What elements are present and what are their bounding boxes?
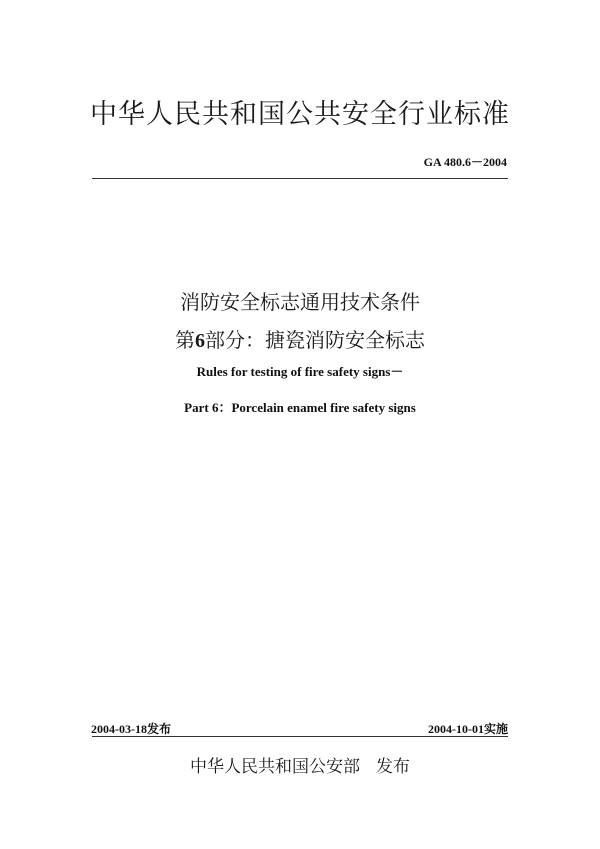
chinese-title-line-2 (0, 324, 600, 353)
implementation-date: 2004-10-01实施 (428, 722, 508, 736)
issue-date: 2004-03-18发布 (91, 722, 171, 736)
part-number: 6 (195, 330, 205, 352)
chinese-title-suffix: 部分：搪瓷消防安全标志 (205, 328, 425, 352)
english-title-line-2: Part 6：Porcelain enamel fire safety signs (184, 400, 416, 415)
standard-code: GA 480.6－2004 (423, 155, 507, 169)
issuer-action: 发布 (376, 757, 410, 777)
issuer-line (0, 752, 600, 777)
top-divider (92, 178, 508, 179)
standard-category-title: 中华人民共和国公共安全行业标准 (90, 99, 510, 130)
english-title-line-1: Rules for testing of fire safety signs－ (196, 364, 404, 379)
bottom-divider (92, 736, 508, 737)
chinese-title-line-1: 消防安全标志通用技术条件 (180, 290, 420, 314)
issuer-name: 中华人民共和国公安部 (190, 757, 360, 777)
chinese-title-prefix: 第 (175, 328, 195, 352)
